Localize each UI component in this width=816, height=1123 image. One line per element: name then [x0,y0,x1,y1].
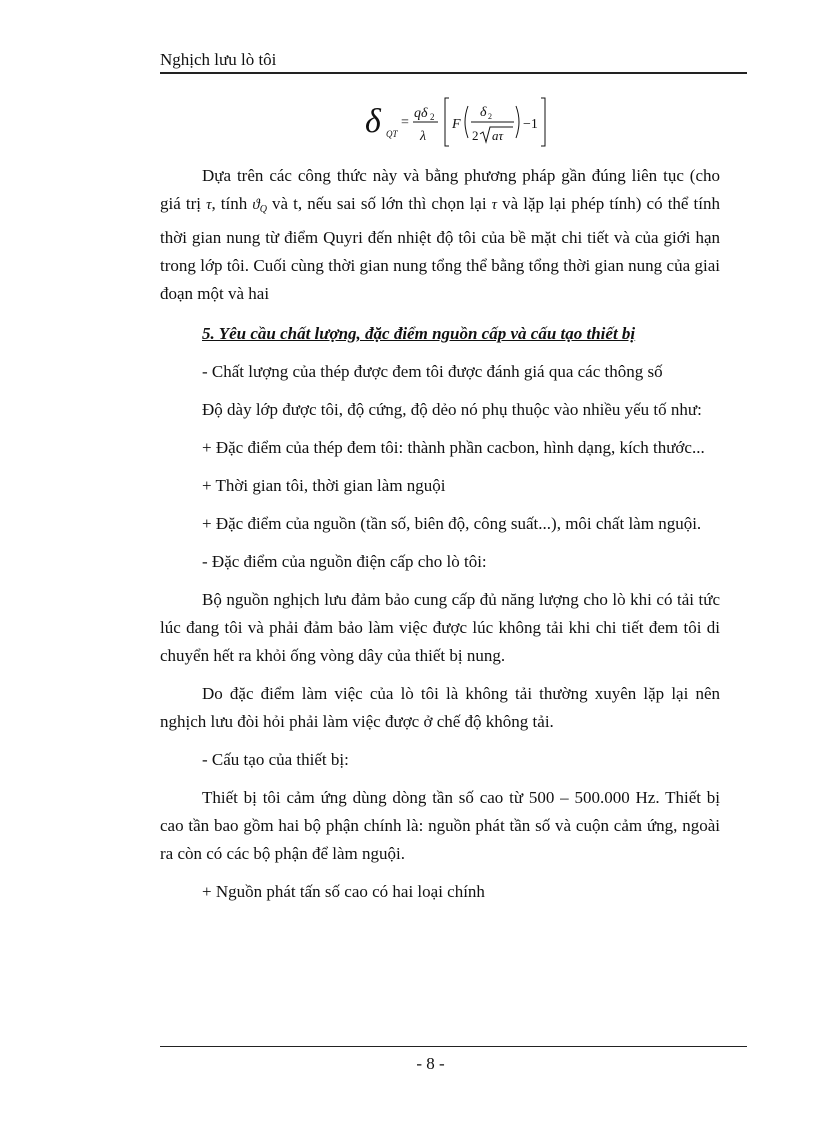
document-body [160,162,720,906]
theta-sub: Q [259,204,267,215]
p1-text-c: và t, nếu sai số lớn thì chọn lại [272,194,487,213]
theta-symbol: ϑ [252,197,260,213]
formula-numerator-sub: 2 [430,112,435,122]
paragraph-generator: + Nguồn phát tấn số cao có hai loại chính [202,882,485,901]
formula-inner-den-coef: 2 [472,128,479,143]
paragraph-method [160,162,720,308]
p1-text-d: và lặp lại phép tính) có thể tính thời gian nung từ điểm Quyri đến nhiệt độ tôi của bề mặt chi tiết và của giới hạn trong lớp tôi. Cuối cùng thời gian nung tổng thể bằng tổng thời gian nung của giai đoạn một và hai [160,194,720,303]
formula-lhs: δ [365,103,381,140]
header-title: Nghịch lưu lò tôi [160,50,277,69]
paragraph-quality: - Chất lượng của thép được đem tôi được đánh giá qua các thông số [202,362,663,381]
page-number: - 8 - [416,1054,445,1073]
formula-minus-one: −1 [523,117,538,132]
formula-func: F [452,117,461,132]
paragraph-factors: Độ dày lớp được tôi, độ cứng, độ dẻo nó phụ thuộc vào nhiều yếu tố như: [202,400,702,419]
formula-inner-num: δ [480,105,487,120]
paragraph-power-heading: - Đặc điểm của nguồn điện cấp cho lò tôi: [202,552,487,571]
page-header [160,48,747,74]
paragraph-inverter: Bộ nguồn nghịch lưu đảm bảo cung cấp đủ năng lượng cho lò khi có tải tức lúc đang tôi và phải đảm bảo làm việc được lúc không tải khi chi tiết đem tôi di chuyển hết ra khỏi ống vòng dây của thiết bị nung. [160,590,720,665]
p1-text-a: Dựa trên các công thức này và bằng phương pháp gần đúng liên tục (cho giá trị [160,166,720,213]
formula-denominator: λ [420,129,427,144]
formula-delta-qt [365,90,565,152]
paragraph-structure-heading: - Cấu tạo của thiết bị: [202,750,349,769]
formula-inner-den-rad: aτ [492,128,504,143]
formula-svg [365,90,565,152]
formula-lhs-sub: QT [386,129,398,139]
paragraph-source: + Đặc điểm của nguồn (tần số, biên độ, công suất...), môi chất làm nguội. [202,514,702,533]
svg-text:=: = [401,115,409,130]
paragraph-no-load: Do đặc điểm làm việc của lò tôi là không tải thường xuyên lặp lại nên nghịch lưu đòi hỏi phải làm việc được ở chế độ không tải. [160,684,720,731]
footer-rule [160,1046,747,1047]
paragraph-steel: + Đặc điểm của thép đem tôi: thành phần cacbon, hình dạng, kích thước... [202,438,705,457]
tau-symbol: τ [206,197,212,213]
formula-numerator: qδ [414,106,428,121]
tau-symbol-2: τ [491,197,498,213]
p1-text-b: , tính [211,194,248,213]
paragraph-device: Thiết bị tôi cảm ứng dùng dòng tần số cao từ 500 – 500.000 Hz. Thiết bị cao tần bao gồm hai bộ phận chính là: nguồn phát tần số và cuộn cảm ứng, ngoài ra còn có các bộ phận để làm nguội. [160,788,720,863]
section-title: 5. Yêu cầu chất lượng, đặc điểm nguồn cấp và cấu tạo thiết bị [202,324,636,343]
formula-inner-num-sub: 2 [488,112,492,121]
paragraph-time: + Thời gian tôi, thời gian làm nguội [202,476,446,495]
